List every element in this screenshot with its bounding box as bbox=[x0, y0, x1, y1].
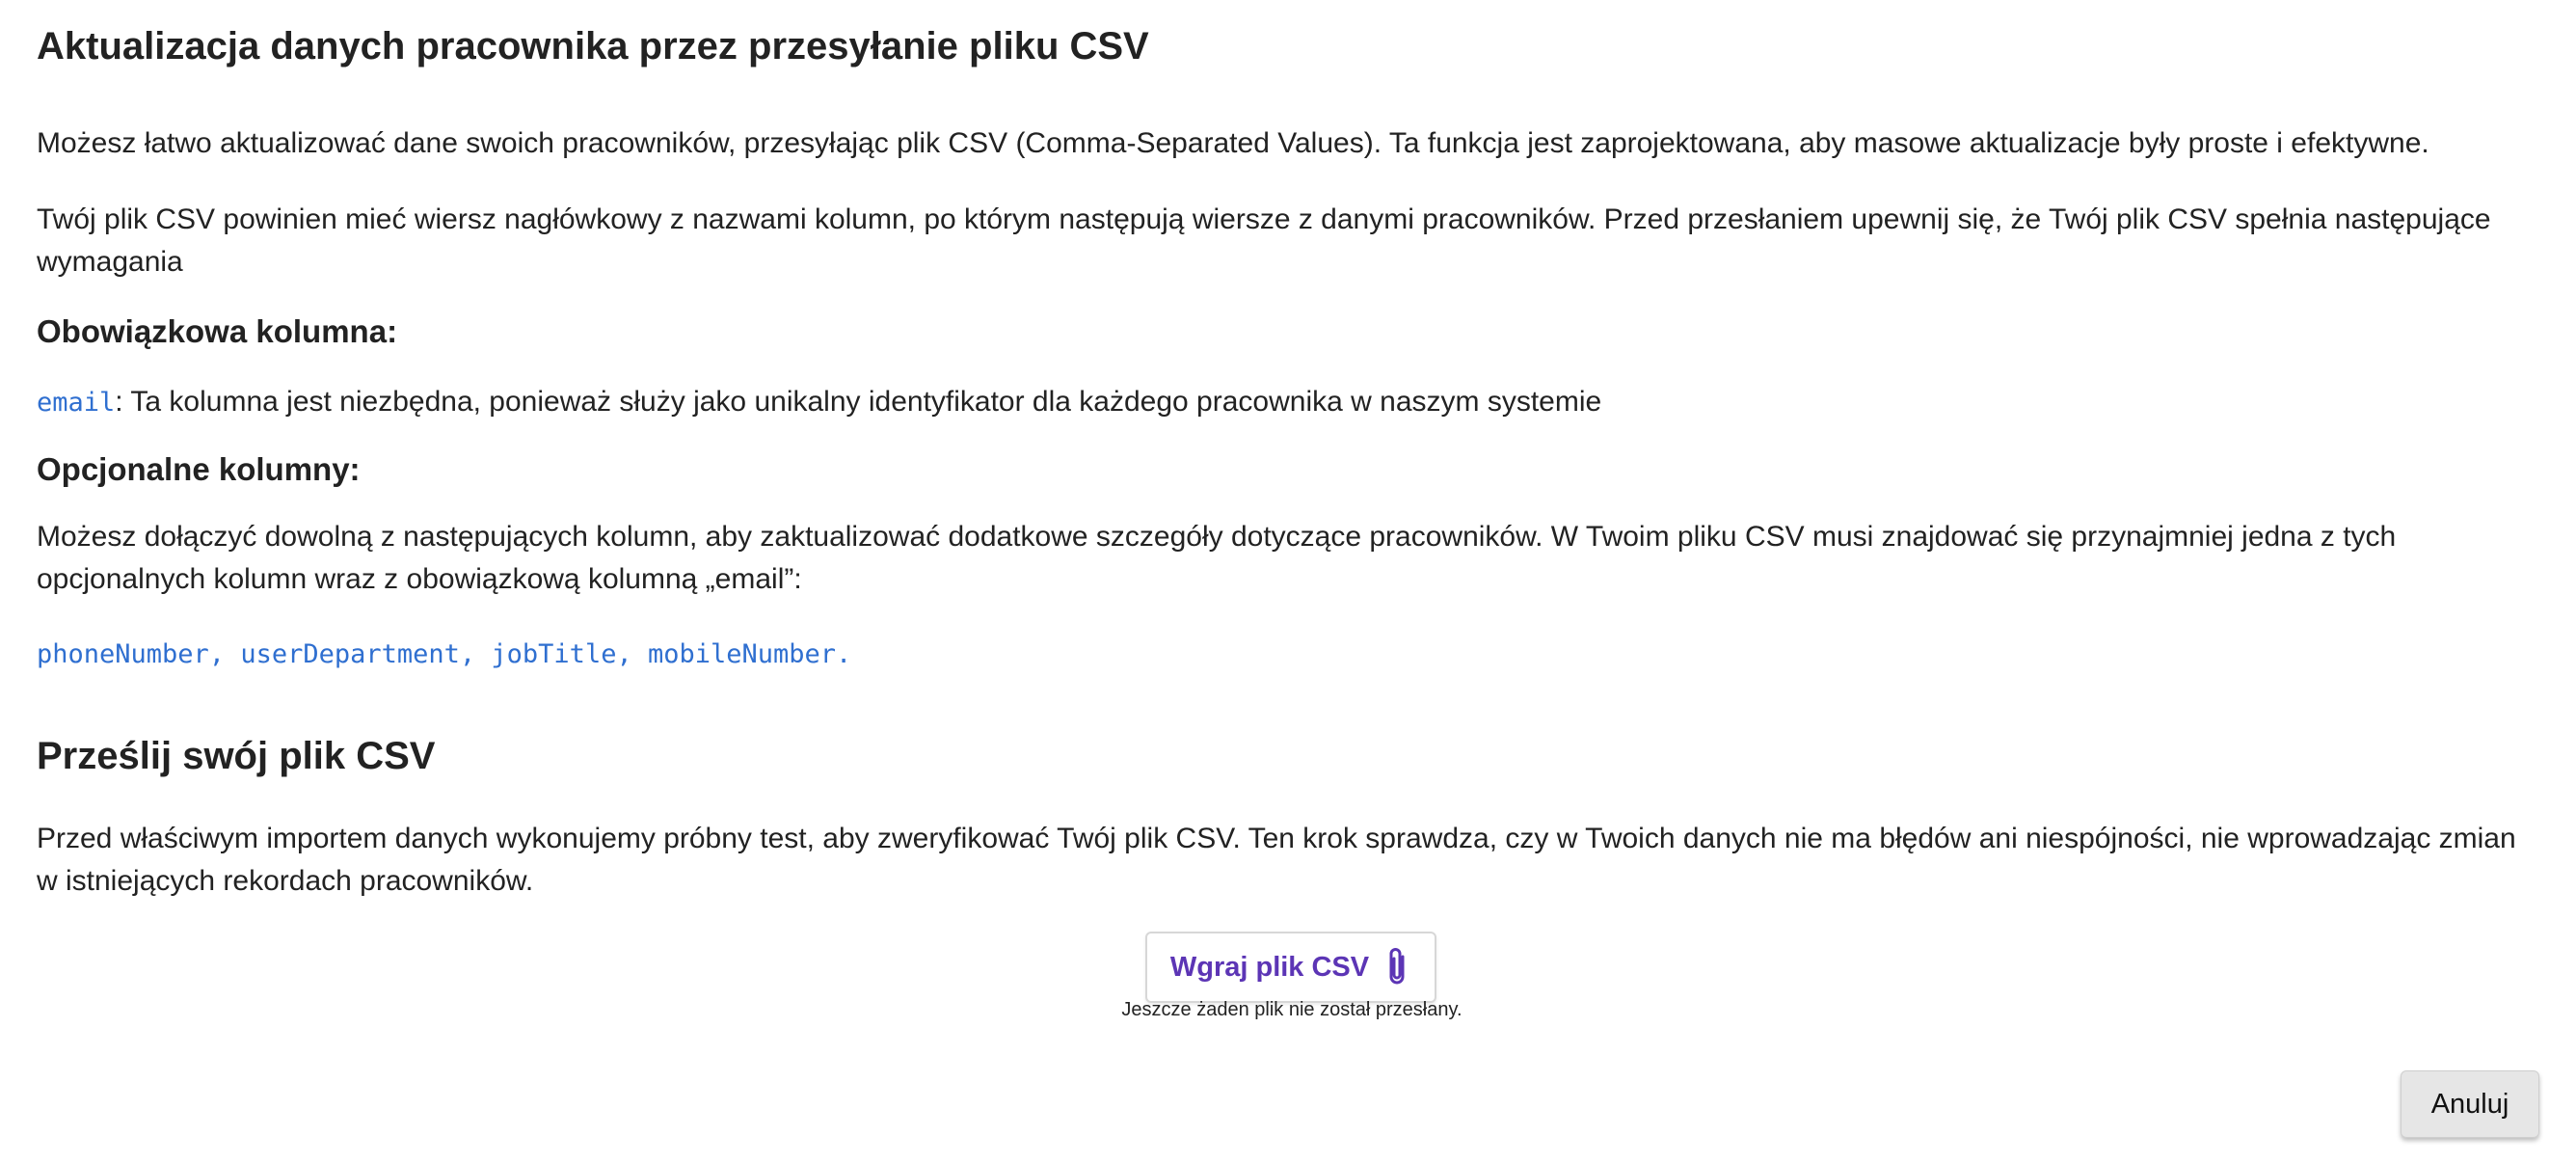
required-column-text: : Ta kolumna jest niezbędna, ponieważ służy jako unikalny identyfikator dla każdego pracownika w naszym systemie bbox=[115, 386, 1602, 418]
upload-csv-button[interactable] bbox=[1145, 932, 1436, 1003]
intro-paragraph-1: Możesz łatwo aktualizować dane swoich pracowników, przesyłając plik CSV (Comma-Separated Values). Ta funkcja jest zaprojektowana, aby masowe aktualizacje były proste i efektywne. bbox=[37, 127, 2429, 159]
optional-columns-heading: Opcjonalne kolumny: bbox=[37, 451, 361, 487]
page-title: Aktualizacja danych pracownika przez przesyłanie pliku CSV bbox=[37, 25, 1149, 68]
email-column-code: email bbox=[37, 388, 116, 418]
intro-paragraph-2: Twój plik CSV powinien mieć wiersz nagłówkowy z nazwami kolumn, po którym następują wiersze z danymi pracowników. Przed przesłaniem upewnij się, że Twój plik CSV spełnia następujące wymagania bbox=[37, 203, 2491, 278]
optional-columns-description: Możesz dołączyć dowolną z następujących kolumn, aby zaktualizować dodatkowe szczegóły dotyczące pracowników. W Twoim pliku CSV musi znajdować się przynajmniej jedna z tych opcjonalnych kolumn wraz z obowiązkową kolumną „email”: bbox=[37, 521, 2397, 595]
required-column-heading: Obowiązkowa kolumna: bbox=[37, 313, 398, 349]
cancel-button[interactable]: Anuluj bbox=[2401, 1070, 2539, 1138]
upload-csv-button-label: Wgraj plik CSV bbox=[1169, 951, 1370, 983]
required-column-description bbox=[37, 381, 2543, 424]
optional-columns-list: phoneNumber, userDepartment, jobTitle, mobileNumber. bbox=[37, 639, 852, 669]
paperclip-icon bbox=[1382, 945, 1411, 989]
upload-section-title: Prześlij swój plik CSV bbox=[37, 735, 436, 777]
upload-status-text: Jeszcze żaden plik nie został przesłany. bbox=[1121, 999, 1462, 1020]
upload-description: Przed właściwym importem danych wykonujemy próbny test, aby zweryfikować Twój plik CSV. Ten krok sprawdza, czy w Twoich danych nie ma błędów ani niespójności, nie wprowadzając zmian w istniejących rekordach pracowników. bbox=[37, 823, 2516, 897]
